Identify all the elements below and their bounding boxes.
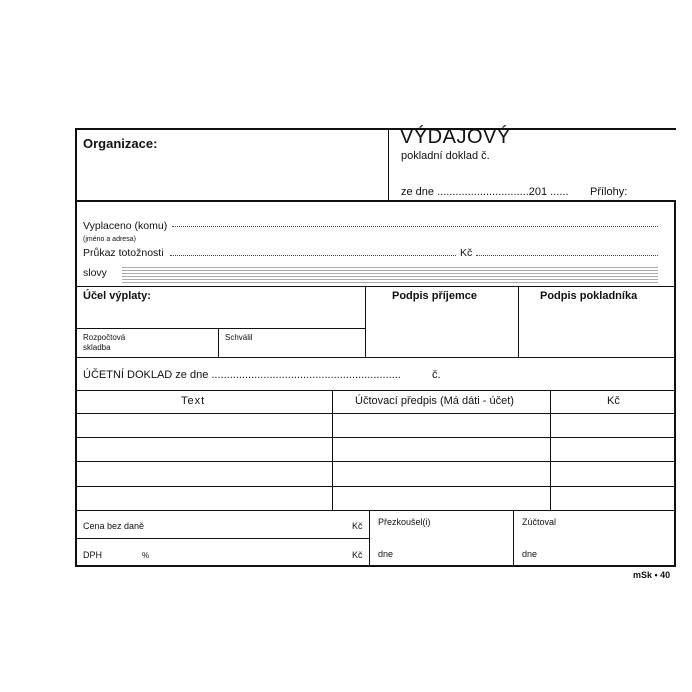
table-row[interactable] bbox=[77, 438, 674, 461]
kc-label-1: Kč bbox=[352, 521, 363, 531]
date-line: ze dne ..............................201 ...... bbox=[401, 186, 569, 198]
cislo-label: č. bbox=[432, 369, 441, 381]
dne-label-2: dne bbox=[522, 549, 538, 559]
ucel-label: Účel výplaty: bbox=[83, 290, 151, 302]
podpis-pokladnika-label: Podpis pokladníka bbox=[540, 290, 638, 302]
prilohy-label: Přílohy: bbox=[590, 186, 628, 198]
form-subtitle: pokladní doklad č. bbox=[401, 150, 490, 162]
prukaz-label: Průkaz totožnosti bbox=[83, 247, 164, 259]
podpis-prijemce-label: Podpis příjemce bbox=[392, 290, 477, 302]
percent-label: % bbox=[142, 551, 150, 560]
slovy-label: slovy bbox=[83, 267, 107, 279]
kc-label-2: Kč bbox=[352, 550, 363, 560]
dne-label-1: dne bbox=[378, 549, 394, 559]
ucetni-doklad-label: ÚČETNÍ DOKLAD ze dne .............................................................. bbox=[83, 369, 401, 381]
form-title: VÝDAJOVÝ bbox=[400, 126, 511, 148]
schvalil-label: Schválil bbox=[225, 333, 253, 342]
dph-label: DPH bbox=[83, 550, 103, 560]
rozpoctova-skladba-line1: Rozpočtová bbox=[83, 333, 126, 342]
vyplaceno-field[interactable] bbox=[172, 226, 658, 227]
cena-bez-dane-label: Cena bez daně bbox=[83, 521, 145, 531]
rozpoctova-skladba-line2: skladba bbox=[83, 343, 111, 352]
table-header-kc: Kč bbox=[607, 395, 620, 407]
table-header-predpis: Účtovací předpis (Má dáti - účet) bbox=[355, 395, 514, 407]
table-row[interactable] bbox=[77, 462, 674, 486]
amount-field[interactable] bbox=[476, 255, 658, 256]
zuctoval-label: Zúčtoval bbox=[522, 517, 557, 527]
table-header-text: Text bbox=[181, 395, 206, 407]
kc-label: Kč bbox=[460, 247, 473, 259]
prezkousel-label: Přezkoušel(i) bbox=[378, 517, 431, 527]
prukaz-field[interactable] bbox=[170, 255, 456, 256]
table-row[interactable] bbox=[77, 487, 674, 510]
name-address-hint: (jméno a adresa) bbox=[83, 236, 136, 243]
slovy-field[interactable] bbox=[122, 265, 658, 283]
form-code: mSk • 40 bbox=[633, 570, 671, 580]
table-row[interactable] bbox=[77, 414, 674, 437]
vyplaceno-label: Vyplaceno (komu) bbox=[83, 220, 168, 232]
organizace-label: Organizace: bbox=[83, 136, 158, 151]
